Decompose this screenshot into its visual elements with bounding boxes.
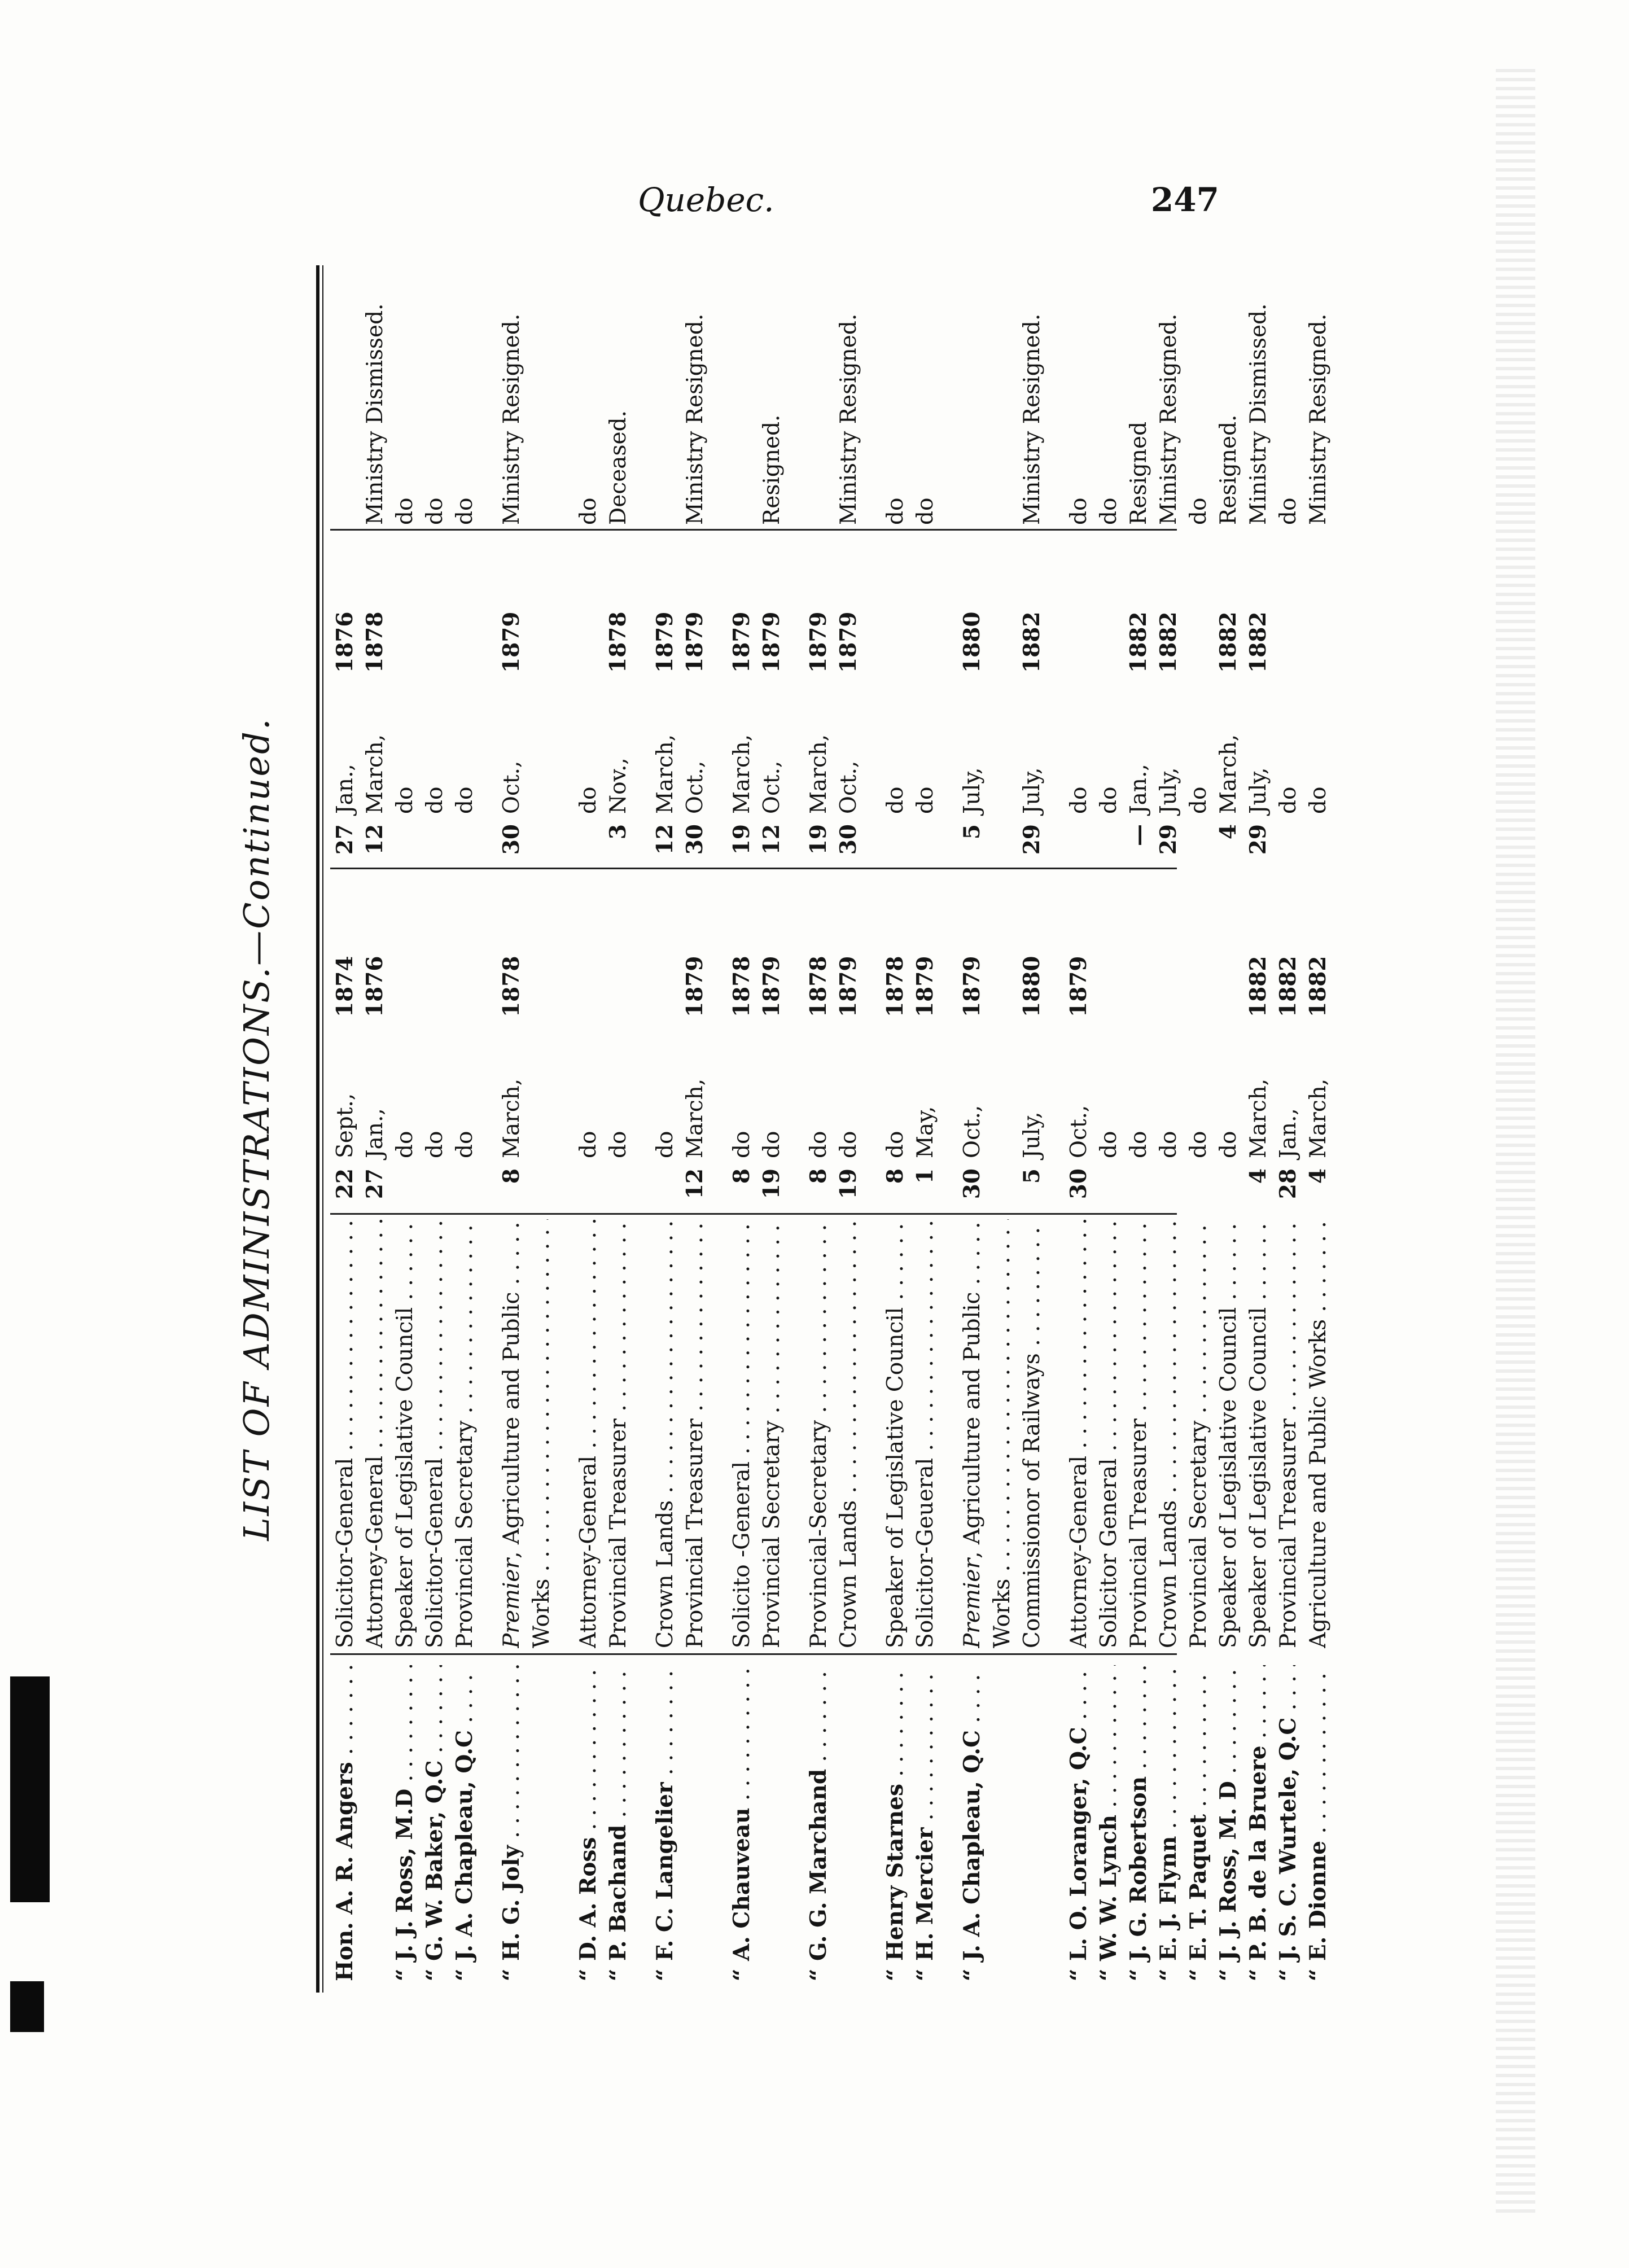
office-title: Works . . . — [527, 1219, 557, 1648]
running-head: Quebec. — [638, 181, 774, 219]
left-office-date: do — [1306, 786, 1331, 814]
table-row — [727, 265, 757, 1993]
left-office-date: 4March,1882 — [1215, 611, 1241, 840]
office-title: Solicitor-General . . . — [420, 1219, 450, 1648]
member-name: “ H. G. Joly . . . — [497, 1665, 527, 1981]
appointed-date: 8March,1878 — [498, 956, 524, 1184]
left-office-date: 27Jan.,1876 — [332, 611, 358, 855]
left-office-date: do — [913, 786, 938, 814]
office-title: Attorney-General . . . — [1064, 1219, 1094, 1648]
reason-for-leaving: Resigned — [1126, 421, 1151, 525]
table-row — [804, 265, 834, 1993]
left-office-date — [987, 536, 1017, 864]
office-title: Provincial Treasurer . . . — [680, 1219, 710, 1648]
appointed-date: 8do1878 — [882, 956, 908, 1184]
table-row — [1184, 265, 1214, 1993]
table-row — [1154, 265, 1184, 1993]
reason-for-leaving: Resigned. — [1216, 414, 1241, 525]
table-row — [330, 265, 360, 1993]
office-title: Crown Lands . . . — [1154, 1219, 1184, 1648]
appointed-date: 1May,1879 — [912, 956, 938, 1184]
office-title: Solicitor-General . . . — [330, 1219, 360, 1648]
left-office-date: 30Oct.,1879 — [682, 611, 708, 855]
table-row — [834, 265, 864, 1993]
office-title: Speaker of Legislative Council . . . — [1243, 1219, 1273, 1648]
appointed-date: do — [653, 1131, 678, 1158]
office-title: Premier, Agriculture and Public . . . — [497, 1219, 527, 1648]
left-office-date: do — [452, 786, 478, 814]
left-office-date: do — [883, 786, 908, 814]
table-title: LIST OF ADMINISTRATIONS.—Continued. — [236, 717, 277, 1541]
appointed-date: 30Oct.,1879 — [1066, 956, 1092, 1199]
appointed-date: do — [1186, 1131, 1211, 1158]
member-name: “ J. G. Robertson . . . — [1124, 1665, 1154, 1981]
left-office-date: do — [422, 786, 448, 814]
scan-margin-mark — [10, 1981, 44, 2032]
office-title: Attorney-General . . . — [573, 1219, 603, 1648]
office-title: Speaker of Legislative Council . . . — [1214, 1219, 1243, 1648]
rotated-table-block — [223, 265, 1331, 1993]
left-office-date: do — [1096, 786, 1122, 814]
member-name: “ E. J. Flynn . . . — [1154, 1665, 1184, 1981]
scan-edge-noise — [1496, 68, 1535, 2213]
reason-for-leaving: do — [1186, 497, 1211, 525]
appointed-date: 4March,1882 — [1305, 956, 1331, 1184]
reason-for-leaving: do — [452, 497, 478, 525]
table-top-rule — [316, 265, 319, 1993]
table-row — [603, 265, 633, 1993]
table-row — [420, 265, 450, 1993]
office-title: Crown Lands . . . — [650, 1219, 680, 1648]
member-name: “ E. T. Paquet . . . — [1184, 1665, 1214, 1981]
member-name: “ P. B. de la Bruere . . . — [1243, 1665, 1273, 1981]
left-office-date: do — [1276, 786, 1301, 814]
left-office-date: do — [392, 786, 418, 814]
appointed-date: do — [392, 1131, 418, 1158]
member-name: “ A. Chauveau . . . — [727, 1665, 757, 1981]
office-title: Provincial Treasurer . . . — [603, 1219, 633, 1648]
office-title: Provincial Treasurer . . . — [1273, 1219, 1303, 1648]
appointed-date: do — [422, 1131, 448, 1158]
reason-for-leaving: Ministry Resigned. — [1019, 313, 1045, 525]
member-name: “ J. S. C. Wurtele, Q.C . . . — [1273, 1665, 1303, 1981]
office-title: Works . . . — [987, 1219, 1017, 1648]
office-title: Provincial Secretary . . . — [1184, 1219, 1214, 1648]
table-row — [650, 265, 680, 1993]
left-office-date: 19March,1879 — [805, 611, 831, 855]
member-name: “ H. Mercier . . . — [910, 1665, 940, 1981]
reason-for-leaving: do — [913, 497, 938, 525]
appointed-date: 19do1879 — [759, 956, 785, 1199]
office-title: Premier, Agriculture and Public . . . — [957, 1219, 987, 1648]
left-office-date: 29July,1882 — [1019, 611, 1045, 855]
member-name: “ Henry Starnes . . . — [881, 1665, 910, 1981]
table-row — [881, 265, 910, 1993]
scan-margin-bar — [10, 1676, 50, 1902]
member-name: “ F. C. Langelier . . . — [650, 1665, 680, 1981]
office-title: Speaker of Legislative Council . . . — [390, 1219, 420, 1648]
appointed-date: 4March,1882 — [1245, 956, 1271, 1184]
appointed-date: 22Sept.,1874 — [332, 956, 358, 1199]
table-row — [1064, 265, 1094, 1993]
left-office-date: 29July,1882 — [1245, 611, 1271, 855]
member-name: “ D. A. Ross . . . — [573, 1665, 603, 1981]
table-row — [680, 265, 710, 1993]
appointed-date — [527, 875, 557, 1208]
office-title: Agriculture and Public Works . . . — [1303, 1219, 1333, 1648]
appointed-date: 27Jan.,1876 — [362, 956, 388, 1199]
reason-for-leaving: Ministry Resigned. — [1156, 313, 1181, 525]
appointed-date: do — [1096, 1131, 1122, 1158]
table-row — [390, 265, 420, 1993]
office-title: Solicito -General . . . — [727, 1219, 757, 1648]
office-title: Provincial Secretary . . . — [757, 1219, 787, 1648]
reason-for-leaving: Deceased. — [606, 410, 631, 525]
appointed-date: do — [452, 1131, 478, 1158]
reason-for-leaving: do — [1066, 497, 1092, 525]
left-office-date: —Jan.,1882 — [1126, 611, 1151, 846]
table-top-rule-thin — [322, 265, 323, 1993]
office-title: Provincial-Secretary . . . — [804, 1219, 834, 1648]
member-name: “ J. A. Chapleau, Q.C . . . — [957, 1665, 987, 1981]
left-office-date: 12Oct.,1879 — [759, 611, 785, 855]
table-row — [527, 265, 557, 1993]
office-title: Commissionor of Railways . . . — [1017, 1219, 1047, 1648]
page-header — [621, 181, 1242, 248]
table-row — [573, 265, 603, 1993]
appointed-date: 8do1878 — [805, 956, 831, 1184]
left-office-date — [527, 536, 557, 864]
member-name: “ G. W. Baker, Q.C . . . — [420, 1665, 450, 1981]
office-title: Provincial Treasurer . . . — [1124, 1219, 1154, 1648]
appointed-date: 5July,1880 — [1019, 956, 1045, 1184]
table-row — [910, 265, 940, 1993]
table-row — [360, 265, 390, 1993]
left-office-date: 3Nov.,1878 — [605, 611, 631, 840]
reason-for-leaving: do — [883, 497, 908, 525]
left-office-date: do — [1066, 786, 1092, 814]
table-row — [957, 265, 987, 1993]
table-row — [1214, 265, 1243, 1993]
member-name: “ E. Dionne . . . — [1303, 1665, 1333, 1981]
table-row — [497, 265, 527, 1993]
office-title: Solicitor General . . . — [1094, 1219, 1124, 1648]
page-number: 247 — [1150, 181, 1219, 219]
office-title: Attorney-General . . . — [360, 1219, 390, 1648]
appointed-date: do — [576, 1131, 601, 1158]
table-row — [450, 265, 480, 1993]
reason-for-leaving: Ministry Resigned. — [836, 313, 861, 525]
member-name: “ G. G. Marchand . . . — [804, 1665, 834, 1981]
reason-for-leaving: do — [1276, 497, 1301, 525]
appointed-date — [987, 875, 1017, 1208]
reason-for-leaving: do — [576, 497, 601, 525]
table-row — [1124, 265, 1154, 1993]
appointed-date: do — [1216, 1131, 1241, 1158]
administrations-table — [330, 265, 1333, 1993]
appointed-date: 12March,1879 — [682, 956, 708, 1199]
reason-for-leaving: do — [392, 497, 418, 525]
reason-for-leaving: Ministry Resigned. — [1306, 313, 1331, 525]
table-row — [757, 265, 787, 1993]
table-row — [1303, 265, 1333, 1993]
office-title: Crown Lands . . . — [834, 1219, 864, 1648]
table-row — [1273, 265, 1303, 1993]
left-office-date: do — [1186, 786, 1211, 814]
left-office-date: 19March,1879 — [729, 611, 755, 855]
table-row — [1094, 265, 1124, 1993]
left-office-date: 12March,1878 — [362, 611, 388, 855]
left-office-date: do — [576, 786, 601, 814]
reason-for-leaving: Ministry Resigned. — [682, 313, 708, 525]
appointed-date: 19do1879 — [835, 956, 861, 1199]
appointed-date: 30Oct.,1879 — [959, 956, 985, 1199]
member-name: “ P. Bachand . . . — [603, 1665, 633, 1981]
member-name: “ J. J. Ross, M.D . . . — [390, 1665, 420, 1981]
appointed-date: do — [1156, 1131, 1181, 1158]
left-office-date: 30Oct.,1879 — [498, 611, 524, 855]
reason-for-leaving: do — [422, 497, 448, 525]
left-office-date: 12March,1879 — [652, 611, 678, 855]
appointed-date: do — [606, 1131, 631, 1158]
left-office-date: 30Oct.,1879 — [835, 611, 861, 855]
appointed-date: 8do1878 — [729, 956, 755, 1184]
reason-for-leaving: do — [1096, 497, 1122, 525]
member-name: “ W. W. Lynch . . . — [1094, 1665, 1124, 1981]
office-title: Solicitor-Geueral . . . — [910, 1219, 940, 1648]
left-office-date: 5July,1880 — [959, 611, 985, 840]
office-title: Provincial Secretary . . . — [450, 1219, 480, 1648]
office-title: Speaker of Legislative Council . . . — [881, 1219, 910, 1648]
table-row — [987, 265, 1017, 1993]
reason-for-leaving: Ministry Resigned. — [499, 313, 524, 525]
member-name: “ J. J. Ross, M. D . . . — [1214, 1665, 1243, 1981]
member-name: Hon. A. R. Angers . . . — [330, 1665, 360, 1981]
table-row — [1017, 265, 1047, 1993]
reason-for-leaving: Resigned. — [759, 414, 785, 525]
member-name: “ J. A. Chapleau, Q.C . . . — [450, 1665, 480, 1981]
member-name: “ L. O. Loranger, Q.C . . . — [1064, 1665, 1094, 1981]
left-office-date: 29July,1882 — [1155, 611, 1181, 855]
reason-for-leaving: Ministry Dismissed. — [362, 303, 388, 525]
appointed-date: do — [1126, 1131, 1151, 1158]
reason-for-leaving: Ministry Dismissed. — [1246, 303, 1271, 525]
table-row — [1243, 265, 1273, 1993]
appointed-date: 28Jan.,1882 — [1275, 956, 1301, 1199]
